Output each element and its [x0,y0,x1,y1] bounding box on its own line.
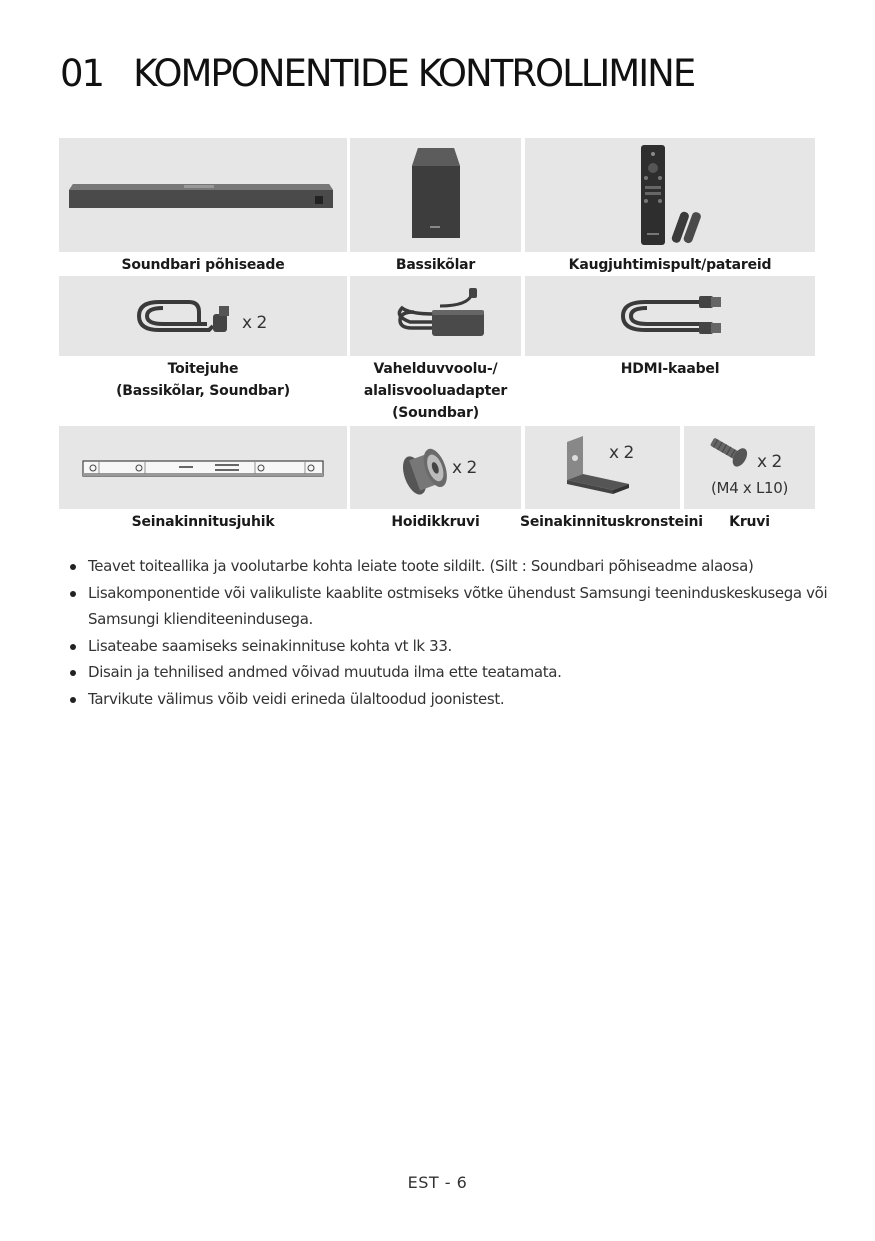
remote-batteries-image [525,138,815,252]
wall-guide-image [59,426,347,509]
subwoofer-illustration [350,138,521,252]
adapter-illustration [350,276,521,356]
section-title: KOMPONENTIDE KONTROLLIMINE [133,52,695,95]
page-title [60,52,694,95]
notes-list [70,553,830,712]
caption-adapter [350,358,521,424]
wall-bracket-quantity: x 2 [609,443,634,463]
wall-bracket-image [525,426,680,509]
screw-quantity: x 2 [757,452,782,472]
screw-size: (M4 x L10) [711,479,789,497]
hdmi-cable-image [525,276,815,356]
screw-image [684,426,815,509]
adapter-image [350,276,521,356]
holder-screw-quantity: x 2 [452,458,477,478]
page-number: EST - 6 [407,1173,468,1192]
caption-subwoofer: Bassikõlar [395,257,476,273]
hdmi-cable-illustration [525,276,815,356]
caption-hdmi: HDMI-kaabel [620,361,720,377]
caption-main-unit: Soundbari põhiseade [121,257,285,273]
caption-adapter-line3: (Soundbar) [392,405,479,421]
caption-wall-guide: Seinakinnitusjuhik [131,514,275,530]
remote-illustration [525,138,815,252]
caption-power-cord-line2: (Bassikõlar, Soundbar) [116,383,290,399]
caption-adapter-line1: Vahelduvvoolu-/ [373,361,498,377]
caption-adapter-line2: alalisvooluadapter [363,383,508,399]
soundbar-main-unit-image [59,138,347,252]
soundbar-illustration [59,138,347,252]
note-item: Lisakomponentide või valikuliste kaablite ostmiseks võtke ühendust Samsungi teeninduskeskusega või Samsungi klienditeenindusega. [70,580,830,633]
note-item: Tarvikute välimus võib veidi erineda ülaltoodud joonistest. [70,686,830,713]
caption-holder-screw: Hoidikkruvi [391,514,480,530]
caption-remote: Kaugjuhtimispult/patareid [568,257,772,273]
caption-wall-bracket: Seinakinnituskronsteini [520,514,703,530]
power-cord-image [59,276,347,356]
caption-power-cord-line1: Toitejuhe [167,361,239,377]
subwoofer-image [350,138,521,252]
power-cord-illustration [59,276,347,356]
caption-power-cord [59,358,347,402]
holder-screw-illustration [350,426,521,509]
wall-bracket-illustration [525,426,680,509]
note-item: Lisateabe saamiseks seinakinnituse kohta vt lk 33. [70,633,830,660]
power-cord-quantity: x 2 [242,313,267,333]
note-item: Teavet toiteallika ja voolutarbe kohta leiate toote sildilt. (Silt : Soundbari põhiseadme alaosa) [70,553,830,580]
section-number: 01 [60,52,104,95]
wall-guide-illustration [59,426,347,509]
holder-screw-image [350,426,521,509]
caption-screw: Kruvi [729,514,770,530]
note-item: Disain ja tehnilised andmed võivad muutuda ilma ette teatamata. [70,659,830,686]
